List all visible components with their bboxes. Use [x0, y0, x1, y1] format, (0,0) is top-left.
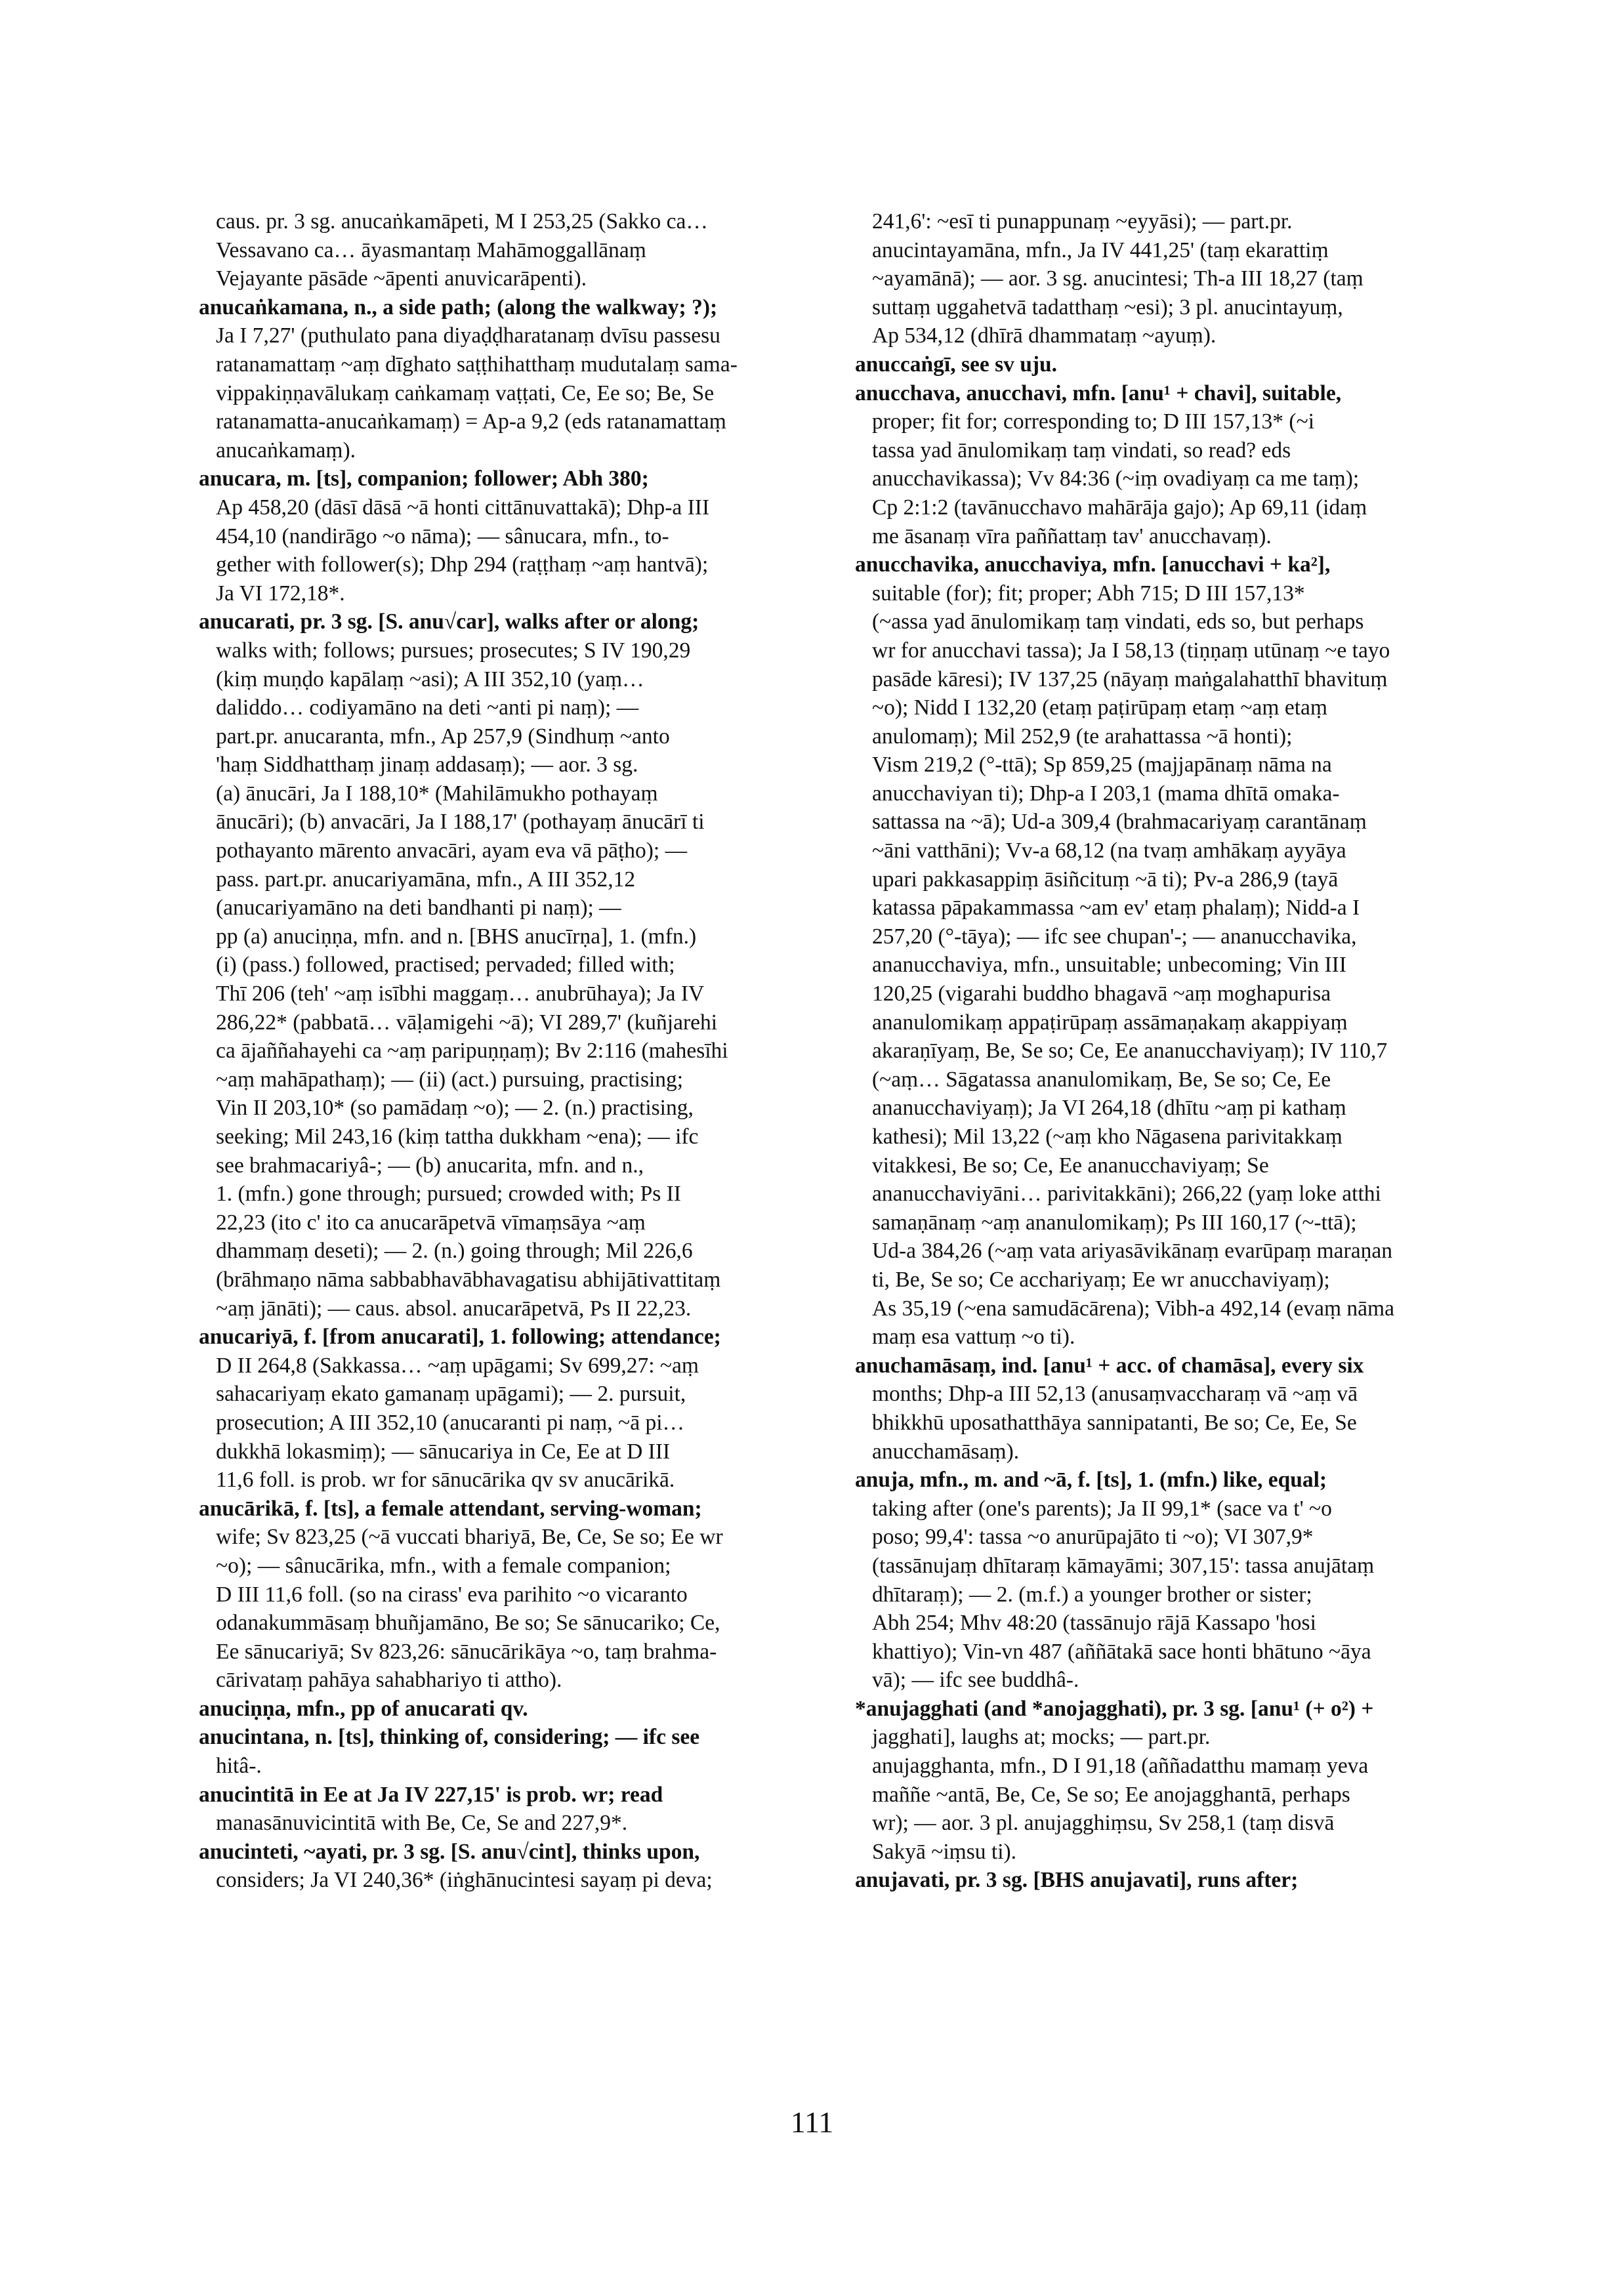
left-text-line: cārivataṃ pahāya sahabhariyo ti attho).	[216, 1668, 562, 1693]
left-column	[199, 207, 830, 1895]
left-text-line: manasānuvicintitā with Be, Ce, Se and 227,9*.	[216, 1811, 628, 1836]
right-text-line: katassa pāpakammassa ~am ev' etaṃ phalaṃ); Nidd-a I	[872, 896, 1360, 920]
left-text-line: gether with follower(s); Dhp 294 (raṭṭhaṃ ~aṃ hantvā);	[216, 552, 709, 577]
left-text-line: 454,10 (nandirāgo ~o nāma); — sânucara, mfn., to-	[216, 524, 669, 548]
right-text-line: ananucchaviya, mfn., unsuitable; unbecoming; Vin III	[872, 953, 1346, 978]
right-text-line: suttaṃ uggahetvā tadatthaṃ ~esi); 3 pl. anucintayuṃ,	[872, 295, 1343, 320]
right-text-line: 241,6': ~esī ti punappunaṃ ~eyyāsi); — part.pr.	[872, 209, 1293, 234]
right-text-line: 257,20 (°-tāya); — ifc see chupan'-; — ananucchavika,	[872, 924, 1357, 949]
left-text-line: wife; Sv 823,25 (~ā vuccati bhariyā, Be, Ce, Se so; Ee wr	[216, 1525, 723, 1550]
right-text-line: poso; 99,4': tassa ~o anurūpajāto ti ~o); VI 307,9*	[872, 1525, 1314, 1550]
right-text-line: bhikkhū uposathatthāya sannipatanti, Be so; Ce, Ee, Se	[872, 1410, 1357, 1435]
right-headword-line: *anujagghati (and *anojagghati), pr. 3 sg. [anu¹ (+ o²) +	[855, 1696, 1374, 1721]
left-text-line: Vin II 203,10* (so pamādaṃ ~o); — 2. (n.) practising,	[216, 1096, 694, 1121]
right-text-line: months; Dhp-a III 52,13 (anusaṃvaccharaṃ vā ~aṃ vā	[872, 1382, 1358, 1407]
left-text-line: prosecution; A III 352,10 (anucaranti pi naṃ, ~ā pi…	[216, 1410, 685, 1435]
left-text-line: (i) (pass.) followed, practised; pervaded; filled with;	[216, 953, 675, 978]
right-text-line: suitable (for); fit; proper; Abh 715; D III 157,13*	[872, 581, 1305, 606]
left-headword-line: anucintitā in Ee at Ja IV 227,15' is prob. wr; read	[199, 1782, 663, 1807]
right-text-line: vā); — ifc see buddhâ-.	[872, 1668, 1079, 1693]
right-text-line: upari pakkasappiṃ āsiñcituṃ ~ā ti); Pv-a 286,9 (tayā	[872, 867, 1339, 892]
right-text-line: proper; fit for; corresponding to; D III 157,13* (~i	[872, 409, 1315, 434]
right-text-line: maññe ~antā, Be, Ce, Se so; Ee anojagghantā, perhaps	[872, 1782, 1350, 1807]
page-number: 111	[790, 2105, 834, 2139]
left-text-line: anucaṅkamaṃ).	[216, 438, 356, 463]
left-headword-line: anucārikā, f. [ts], a female attendant, serving-woman;	[199, 1496, 702, 1521]
right-text-line: ananulomikaṃ appaṭirūpaṃ assāmaṇakaṃ akappiyaṃ	[872, 1010, 1348, 1035]
right-text-line: (tassānujaṃ dhītaraṃ kāmayāmi; 307,15': tassa anujātaṃ	[872, 1553, 1375, 1578]
left-text-line: (anucariyamāno na deti bandhanti pi naṃ); —	[216, 896, 621, 920]
right-text-line: Vism 219,2 (°-ttā); Sp 859,25 (majjapānaṃ nāma na	[872, 753, 1332, 777]
right-text-line: akaraṇīyaṃ, Be, Se so; Ce, Ee ananucchaviyaṃ); IV 110,7	[872, 1039, 1388, 1064]
left-text-line: (kiṃ muṇḍo kapālaṃ ~asi); A III 352,10 (yaṃ…	[216, 667, 644, 692]
left-text-line: walks with; follows; pursues; prosecutes; S IV 190,29	[216, 638, 691, 663]
right-text-line: wr); — aor. 3 pl. anujagghiṃsu, Sv 258,1 (taṃ disvā	[872, 1811, 1335, 1836]
right-text-line: anulomaṃ); Mil 252,9 (te arahattassa ~ā honti);	[872, 724, 1293, 749]
right-text-line: me āsanaṃ vīra paññattaṃ tav' anucchavaṃ).	[872, 524, 1272, 548]
right-text-line: Sakyā ~iṃsu ti).	[872, 1839, 1017, 1864]
right-text-line: Cp 2:1:2 (tavānucchavo mahārāja gajo); Ap 69,11 (idaṃ	[872, 495, 1367, 520]
right-text-line: sattassa na ~ā); Ud-a 309,4 (brahmacariyaṃ carantānaṃ	[872, 810, 1367, 835]
right-text-line: 120,25 (vigarahi buddho bhagavā ~aṃ moghapurisa	[872, 982, 1331, 1006]
left-text-line: Ee sānucariyā; Sv 823,26: sānucārikāya ~o, taṃ brahma-	[216, 1639, 717, 1664]
right-text-line: (~aṃ… Sāgatassa ananulomikaṃ, Be, Se so; Ce, Ee	[872, 1067, 1331, 1092]
left-text-line: hitâ-.	[216, 1754, 262, 1779]
left-text-line: sahacariyaṃ ekato gamanaṃ upāgami); — 2. pursuit,	[216, 1382, 686, 1407]
right-text-line: ananucchaviyaṃ); Ja VI 264,18 (dhītu ~aṃ pi kathaṃ	[872, 1096, 1346, 1121]
left-text-line: see brahmacariyâ-; — (b) anucarita, mfn. and n.,	[216, 1153, 644, 1178]
right-text-line: anucchaviyan ti); Dhp-a I 203,1 (mama dhītā omaka-	[872, 781, 1340, 806]
right-headword-line: anucchavika, anucchaviya, mfn. [anucchavi + ka²],	[855, 552, 1331, 577]
left-text-line: Thī 206 (teh' ~aṃ isībhi maggaṃ… anubrūhaya); Ja IV	[216, 982, 705, 1006]
right-text-line: ~āni vatthāni); Vv-a 68,12 (na tvaṃ amhākaṃ ayyāya	[872, 838, 1346, 863]
left-text-line: ca ājaññahayehi ca ~aṃ paripuṇṇaṃ); Bv 2:116 (mahesīhi	[216, 1039, 728, 1064]
right-text-line: dhītaraṃ); — 2. (m.f.) a younger brother or sister;	[872, 1582, 1312, 1607]
left-text-line: daliddo… codiyamāno na deti ~anti pi naṃ); —	[216, 695, 639, 720]
right-text-line: ~o); Nidd I 132,20 (etaṃ paṭirūpaṃ etaṃ ~aṃ etaṃ	[872, 695, 1327, 720]
right-column	[855, 207, 1486, 1895]
left-text-line: ~aṃ mahāpathaṃ); — (ii) (act.) pursuing, practising;	[216, 1067, 684, 1092]
right-headword-line: anujavati, pr. 3 sg. [BHS anujavati], runs after;	[855, 1868, 1299, 1893]
left-text-line: (brāhmaṇo nāma sabbabhavābhavagatisu abhijātivattitaṃ	[216, 1267, 721, 1292]
left-headword-line: anucariyā, f. [from anucarati], 1. following; attendance;	[199, 1325, 721, 1350]
right-text-line: jagghati], laughs at; mocks; — part.pr.	[872, 1725, 1211, 1750]
left-text-line: dukkhā lokasmiṃ); — sānucariya in Ce, Ee at D III	[216, 1439, 671, 1464]
right-text-line: anucintayamāna, mfn., Ja IV 441,25' (taṃ ekarattiṃ	[872, 238, 1329, 262]
right-text-line: Ud-a 384,26 (~aṃ vata ariyasāvikānaṃ evarūpaṃ maraṇan	[872, 1239, 1392, 1264]
left-text-line: Ja I 7,27' (puthulato pana diyaḍḍharatanaṃ dvīsu passesu	[216, 323, 720, 348]
left-text-line: caus. pr. 3 sg. anucaṅkamāpeti, M I 253,25 (Sakko ca…	[216, 209, 708, 234]
left-text-line: ratanamatta-anucaṅkamaṃ) = Ap-a 9,2 (eds ratanamattaṃ	[216, 409, 726, 434]
left-text-line: D II 264,8 (Sakkassa… ~aṃ upāgami; Sv 699,27: ~aṃ	[216, 1353, 699, 1378]
right-text-line: ti, Be, Se so; Ce acchariyaṃ; Ee wr anucchaviyaṃ);	[872, 1267, 1330, 1292]
right-text-line: wr for anucchavi tassa); Ja I 58,13 (tiṇṇaṃ utūnaṃ ~e tayo	[872, 638, 1390, 663]
left-text-line: vippakiṇṇavālukaṃ caṅkamaṃ vaṭṭati, Ce, Ee so; Be, Se	[216, 381, 715, 405]
right-text-line: Ap 534,12 (dhīrā dhammataṃ ~ayuṃ).	[872, 323, 1217, 348]
right-text-line: tassa yad ānulomikaṃ taṃ vindati, so read? eds	[872, 438, 1291, 463]
left-text-line: pp (a) anuciṇṇa, mfn. and n. [BHS anucīrṇa], 1. (mfn.)	[216, 924, 697, 949]
left-text-line: (a) ānucāri, Ja I 188,10* (Mahilāmukho pothayaṃ	[216, 781, 658, 806]
right-text-line: anujagghanta, mfn., D I 91,18 (aññadatthu mamaṃ yeva	[872, 1754, 1369, 1779]
right-text-line: ananucchaviyāni… parivitakkāni); 266,22 (yaṃ loke atthi	[872, 1182, 1381, 1207]
left-headword-line: anucinteti, ~ayati, pr. 3 sg. [S. anu√cint], thinks upon,	[199, 1839, 700, 1864]
left-text-line: Vejayante pāsāde ~āpenti anuvicarāpenti).	[216, 266, 587, 291]
right-text-line: As 35,19 (~ena samudācārena); Vibh-a 492,14 (evaṃ nāma	[872, 1296, 1394, 1321]
right-headword-line: anuja, mfn., m. and ~ā, f. [ts], 1. (mfn.) like, equal;	[855, 1468, 1327, 1493]
left-text-line: ~o); — sânucārika, mfn., with a female companion;	[216, 1553, 671, 1578]
right-headword-line: anuccaṅgī, see sv uju.	[855, 352, 1058, 377]
right-headword-line: anucchava, anucchavi, mfn. [anu¹ + chavi], suitable,	[855, 381, 1342, 405]
right-text-line: kathesi); Mil 13,22 (~aṃ kho Nāgasena parivitakkaṃ	[872, 1125, 1343, 1149]
left-headword-line: anuciṇṇa, mfn., pp of anucarati qv.	[199, 1696, 528, 1721]
left-text-line: part.pr. anucaranta, mfn., Ap 257,9 (Sindhuṃ ~anto	[216, 724, 670, 749]
right-text-line: Abh 254; Mhv 48:20 (tassānujo rājā Kassapo 'hosi	[872, 1611, 1316, 1636]
left-text-line: Vessavano ca… āyasmantaṃ Mahāmoggallānaṃ	[216, 238, 646, 262]
right-text-line: (~assa yad ānulomikaṃ taṃ vindati, eds so, but perhaps	[872, 610, 1364, 634]
left-text-line: seeking; Mil 243,16 (kiṃ tattha dukkham ~ena); — ifc	[216, 1125, 699, 1149]
left-headword-line: anucintana, n. [ts], thinking of, considering; — ifc see	[199, 1725, 700, 1750]
right-text-line: khattiyo); Vin-vn 487 (aññātakā sace honti bhātuno ~āya	[872, 1639, 1371, 1664]
left-text-line: 22,23 (ito c' ito ca anucarāpetvā vīmaṃsāya ~aṃ	[216, 1210, 646, 1235]
left-text-line: ratanamattaṃ ~aṃ dīghato saṭṭhihatthaṃ mudutalaṃ sama-	[216, 352, 738, 377]
left-text-line: pass. part.pr. anucariyamāna, mfn., A III 352,12	[216, 867, 636, 892]
right-text-line: ~ayamānā); — aor. 3 sg. anucintesi; Th-a III 18,27 (taṃ	[872, 266, 1364, 291]
left-text-line: 286,22* (pabbatā… vāḷamigehi ~ā); VI 289,7' (kuñjarehi	[216, 1010, 718, 1035]
left-text-line: 11,6 foll. is prob. wr for sānucārika qv sv anucārikā.	[216, 1468, 675, 1493]
left-text-line: odanakummāsaṃ bhuñjamāno, Be so; Se sānucariko; Ce,	[216, 1611, 720, 1636]
left-headword-line: anucara, m. [ts], companion; follower; Abh 380;	[199, 466, 649, 491]
right-text-line: taking after (one's parents); Ja II 99,1* (sace va t' ~o	[872, 1496, 1332, 1521]
right-text-line: samaṇānaṃ ~aṃ ananulomikaṃ); Ps III 160,17 (~-ttā);	[872, 1210, 1357, 1235]
left-text-line: D III 11,6 foll. (so na cirass' eva parihito ~o vicaranto	[216, 1582, 688, 1607]
right-headword-line: anuchamāsaṃ, ind. [anu¹ + acc. of chamāsa], every six	[855, 1353, 1364, 1378]
left-text-line: dhammaṃ deseti); — 2. (n.) going through; Mil 226,6	[216, 1239, 693, 1264]
right-text-line: anucchavikassa); Vv 84:36 (~iṃ ovadiyaṃ ca me taṃ);	[872, 466, 1360, 491]
left-text-line: ānucāri); (b) anvacāri, Ja I 188,17' (pothayaṃ ānucārī ti	[216, 810, 705, 835]
left-text-line: ~aṃ jānāti); — caus. absol. anucarāpetvā, Ps II 22,23.	[216, 1296, 692, 1321]
left-text-line: pothayanto mārento anvacāri, ayam eva vā pāṭho); —	[216, 838, 688, 863]
right-text-line: pasāde kāresi); IV 137,25 (nāyaṃ maṅgalahatthī bhavituṃ	[872, 667, 1388, 692]
right-text-line: maṃ esa vattuṃ ~o ti).	[872, 1325, 1075, 1350]
right-text-line: vitakkesi, Be so; Ce, Ee ananucchaviyaṃ; Se	[872, 1153, 1269, 1178]
left-text-line: 1. (mfn.) gone through; pursued; crowded with; Ps II	[216, 1182, 681, 1207]
left-headword-line: anucaṅkamana, n., a side path; (along the walkway; ?);	[199, 295, 718, 320]
left-text-line: Ap 458,20 (dāsī dāsā ~ā honti cittānuvattakā); Dhp-a III	[216, 495, 710, 520]
left-text-line: 'haṃ Siddhatthaṃ jinaṃ addasaṃ); — aor. 3 sg.	[216, 753, 638, 777]
right-text-line: anucchamāsaṃ).	[872, 1439, 1020, 1464]
left-text-line: Ja VI 172,18*.	[216, 581, 345, 606]
left-headword-line: anucarati, pr. 3 sg. [S. anu√car], walks after or along;	[199, 610, 699, 634]
left-text-line: considers; Ja VI 240,36* (iṅghānucintesi sayaṃ pi deva;	[216, 1868, 713, 1893]
